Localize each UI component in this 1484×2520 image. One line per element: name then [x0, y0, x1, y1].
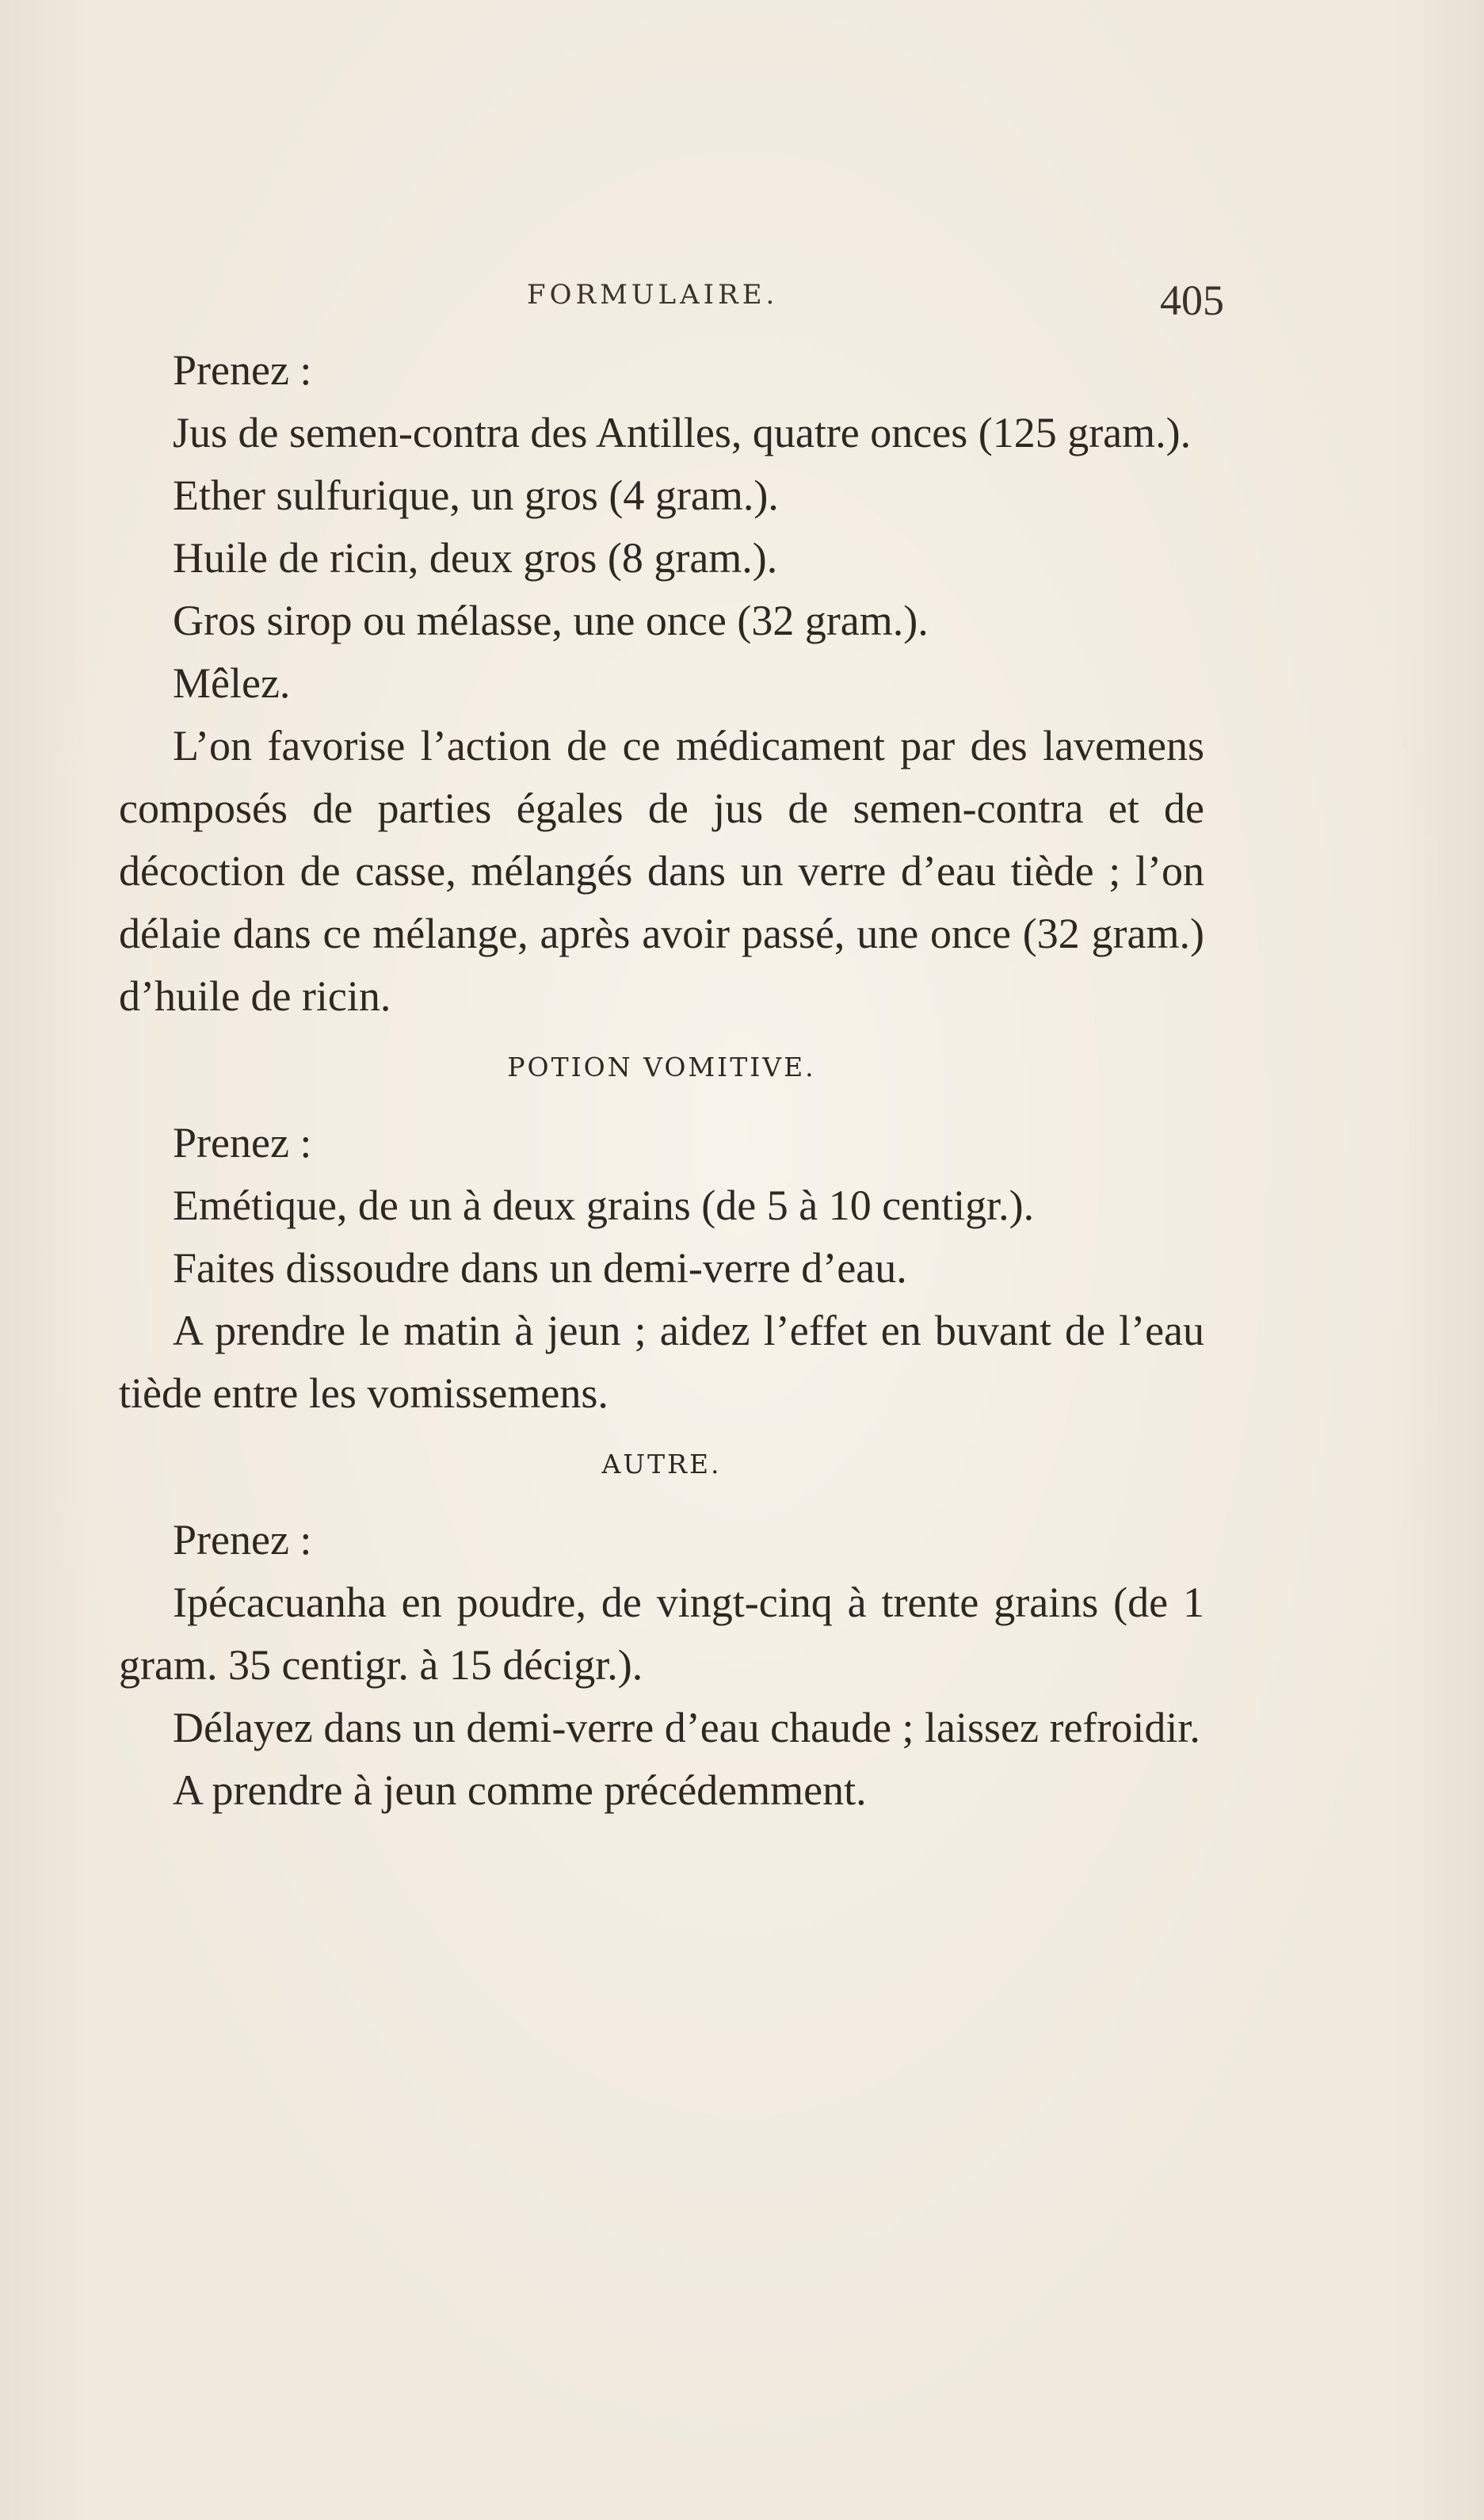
ingredient-line: Huile de ricin, deux gros (8 gram.). — [173, 534, 778, 582]
instruction-line: Faites dissoudre dans un demi-verre d’eau. — [173, 1244, 907, 1292]
prenez-line: Prenez : — [173, 1516, 312, 1564]
page-body — [119, 339, 1204, 1822]
section-heading-autre: AUTRE. — [601, 1449, 722, 1480]
prenez-line: Prenez : — [173, 346, 312, 394]
body-paragraph: L’on favorise l’action de ce médicament par des lavemens composés de parties égales de jus de semen-contra et de décoction de casse, mélangés dans un verre d’eau tiède ; l’on délaie dans ce mélange, après avoir passé, une once (32 gram.) d’huile de ricin. — [119, 722, 1204, 1020]
ingredient-line: Emétique, de un à deux grains (de 5 à 10 centigr.). — [173, 1182, 1035, 1229]
running-head: FORMULAIRE. — [527, 279, 779, 311]
prenez-line: Prenez : — [173, 1119, 312, 1166]
ingredient-line: Ether sulfurique, un gros (4 gram.). — [173, 472, 779, 519]
book-page — [119, 262, 1224, 2163]
page-number: 405 — [1160, 277, 1224, 324]
instruction-line: Mêlez. — [173, 659, 291, 707]
ingredient-line: Gros sirop ou mélasse, une once (32 gram.). — [173, 597, 929, 644]
instruction-line: A prendre le matin à jeun ; aidez l’effet en buvant de l’eau tiède entre les vomissemens. — [119, 1307, 1204, 1417]
instruction-line: A prendre à jeun comme précédemment. — [173, 1766, 867, 1814]
ingredient-line: Jus de semen-contra des Antilles, quatre onces (125 gram.). — [173, 409, 1192, 456]
instruction-line: Délayez dans un demi-verre d’eau chaude ; laissez refroidir. — [173, 1704, 1200, 1751]
section-heading-potion-vomitive: POTION VOMITIVE. — [507, 1052, 816, 1082]
page-header — [119, 262, 1224, 333]
ingredient-line: Ipécacuanha en poudre, de vingt-cinq à trente grains (de 1 gram. 35 centigr. à 15 décigr.). — [119, 1579, 1204, 1689]
